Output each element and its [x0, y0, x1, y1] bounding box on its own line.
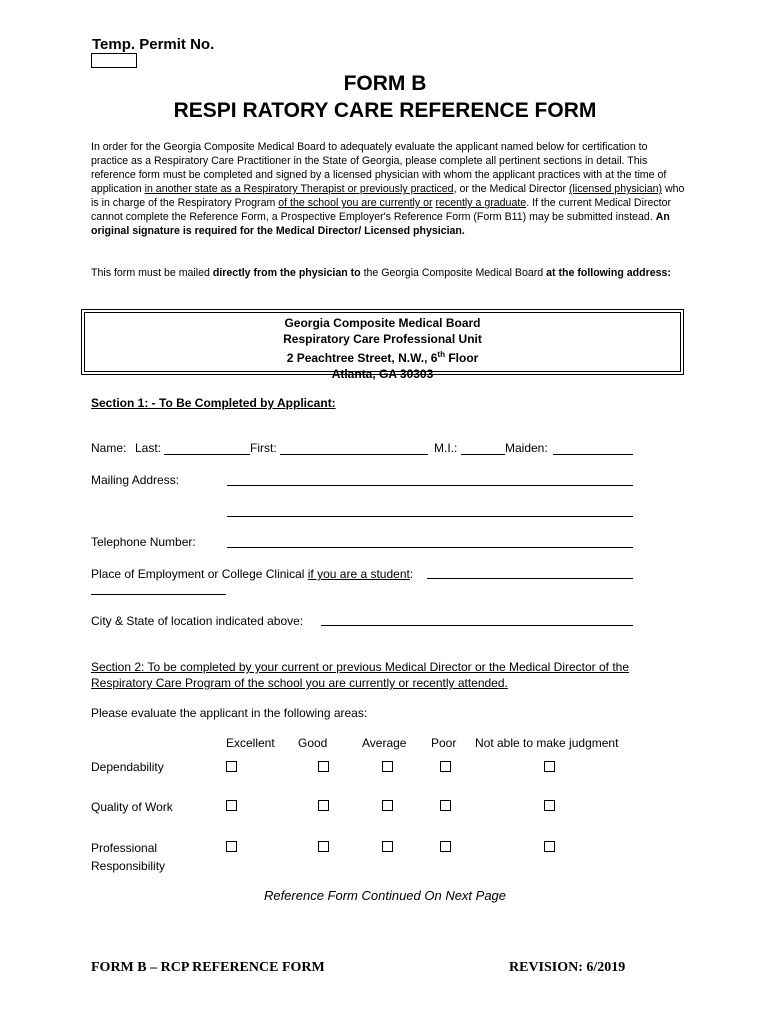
dependability-good-checkbox[interactable] [318, 761, 329, 772]
continued-notice: Reference Form Continued On Next Page [263, 888, 507, 903]
telephone-label: Telephone Number: [91, 535, 196, 549]
col-excellent: Excellent [226, 736, 275, 750]
section-2-heading: Section 2: To be completed by your current or previous Medical Director or the Medical Director of the Respiratory Care Program of the school you are currently or recently attended. [91, 660, 630, 690]
name-label: Name: [91, 441, 127, 455]
responsibility-not-able-checkbox[interactable] [544, 841, 555, 852]
last-name-label: Last: [135, 441, 162, 455]
responsibility-good-checkbox[interactable] [318, 841, 329, 852]
employment-field[interactable] [427, 578, 633, 579]
dependability-poor-checkbox[interactable] [440, 761, 451, 772]
col-good: Good [298, 736, 328, 750]
quality-poor-checkbox[interactable] [440, 800, 451, 811]
dependability-excellent-checkbox[interactable] [226, 761, 237, 772]
mailing-instructions: This form must be mailed directly from the physician to the Georgia Composite Medical Board at the following address: [91, 267, 671, 279]
middle-initial-label: M.I.: [434, 441, 458, 455]
first-name-label: First: [250, 441, 277, 455]
responsibility-average-checkbox[interactable] [382, 841, 393, 852]
first-name-field[interactable] [280, 454, 428, 455]
address-line-2: Respiratory Care Professional Unit [283, 332, 482, 346]
responsibility-poor-checkbox[interactable] [440, 841, 451, 852]
maiden-name-label: Maiden: [505, 441, 548, 455]
permit-number-field[interactable] [91, 53, 137, 68]
quality-not-able-checkbox[interactable] [544, 800, 555, 811]
address-line-4: Atlanta, GA 30303 [331, 367, 434, 381]
quality-average-checkbox[interactable] [382, 800, 393, 811]
dependability-average-checkbox[interactable] [382, 761, 393, 772]
middle-initial-field[interactable] [461, 454, 505, 455]
last-name-field[interactable] [164, 454, 250, 455]
row-quality-of-work: Quality of Work [91, 800, 173, 814]
board-address-box [81, 309, 684, 381]
row-dependability: Dependability [91, 760, 164, 774]
telephone-field[interactable] [227, 547, 633, 548]
form-title: FORM B [343, 72, 427, 95]
mailing-address-field-1[interactable] [227, 485, 633, 486]
city-state-label: City & State of location indicated above: [91, 614, 304, 628]
footer-form-name: FORM B – RCP REFERENCE FORM [91, 960, 325, 975]
col-poor: Poor [431, 736, 457, 750]
col-not-able-to-judge: Not able to make judgment [475, 736, 619, 750]
mailing-address-label: Mailing Address: [91, 473, 180, 487]
form-subtitle: RESPI RATORY CARE REFERENCE FORM [173, 99, 597, 122]
evaluate-instructions: Please evaluate the applicant in the following areas: [91, 706, 368, 720]
quality-excellent-checkbox[interactable] [226, 800, 237, 811]
employment-field-continued[interactable] [91, 594, 226, 595]
mailing-address-field-2[interactable] [227, 516, 633, 517]
row-professional-responsibility: Professional Responsibility [91, 841, 166, 873]
intro-paragraph: In order for the Georgia Composite Medical Board to adequately evaluate the applicant named below for certification to practice as a Respiratory Care Practitioner in the State of Georgia, please complete all pertinent sections in detail. This reference form must be completed and signed by a licensed physician with whom the applicant practices with at the time of application in another state as a Respiratory Therapist or previously practiced, or the Medical Director (licensed physician) who is in charge of the Respiratory Program of the school you are currently or recently a graduate. If the current Medical Director cannot complete the Reference Form, a Prospective Employer's Reference Form (Form B11) may be submitted instead. An original signature is required for the Medical Director/ Licensed physician. [91, 141, 685, 237]
city-state-field[interactable] [321, 625, 633, 626]
permit-number-label: Temp. Permit No. [92, 36, 215, 53]
section-1-heading: Section 1: - To Be Completed by Applicant: [91, 396, 336, 410]
address-line-1: Georgia Composite Medical Board [284, 316, 481, 330]
col-average: Average [362, 736, 407, 750]
footer-revision: REVISION: 6/2019 [509, 960, 626, 975]
maiden-name-field[interactable] [553, 454, 633, 455]
dependability-not-able-checkbox[interactable] [544, 761, 555, 772]
address-line-3: 2 Peachtree Street, N.W., 6th Floor [286, 350, 479, 365]
quality-good-checkbox[interactable] [318, 800, 329, 811]
responsibility-excellent-checkbox[interactable] [226, 841, 237, 852]
employment-label: Place of Employment or College Clinical if you are a student: [91, 567, 414, 581]
